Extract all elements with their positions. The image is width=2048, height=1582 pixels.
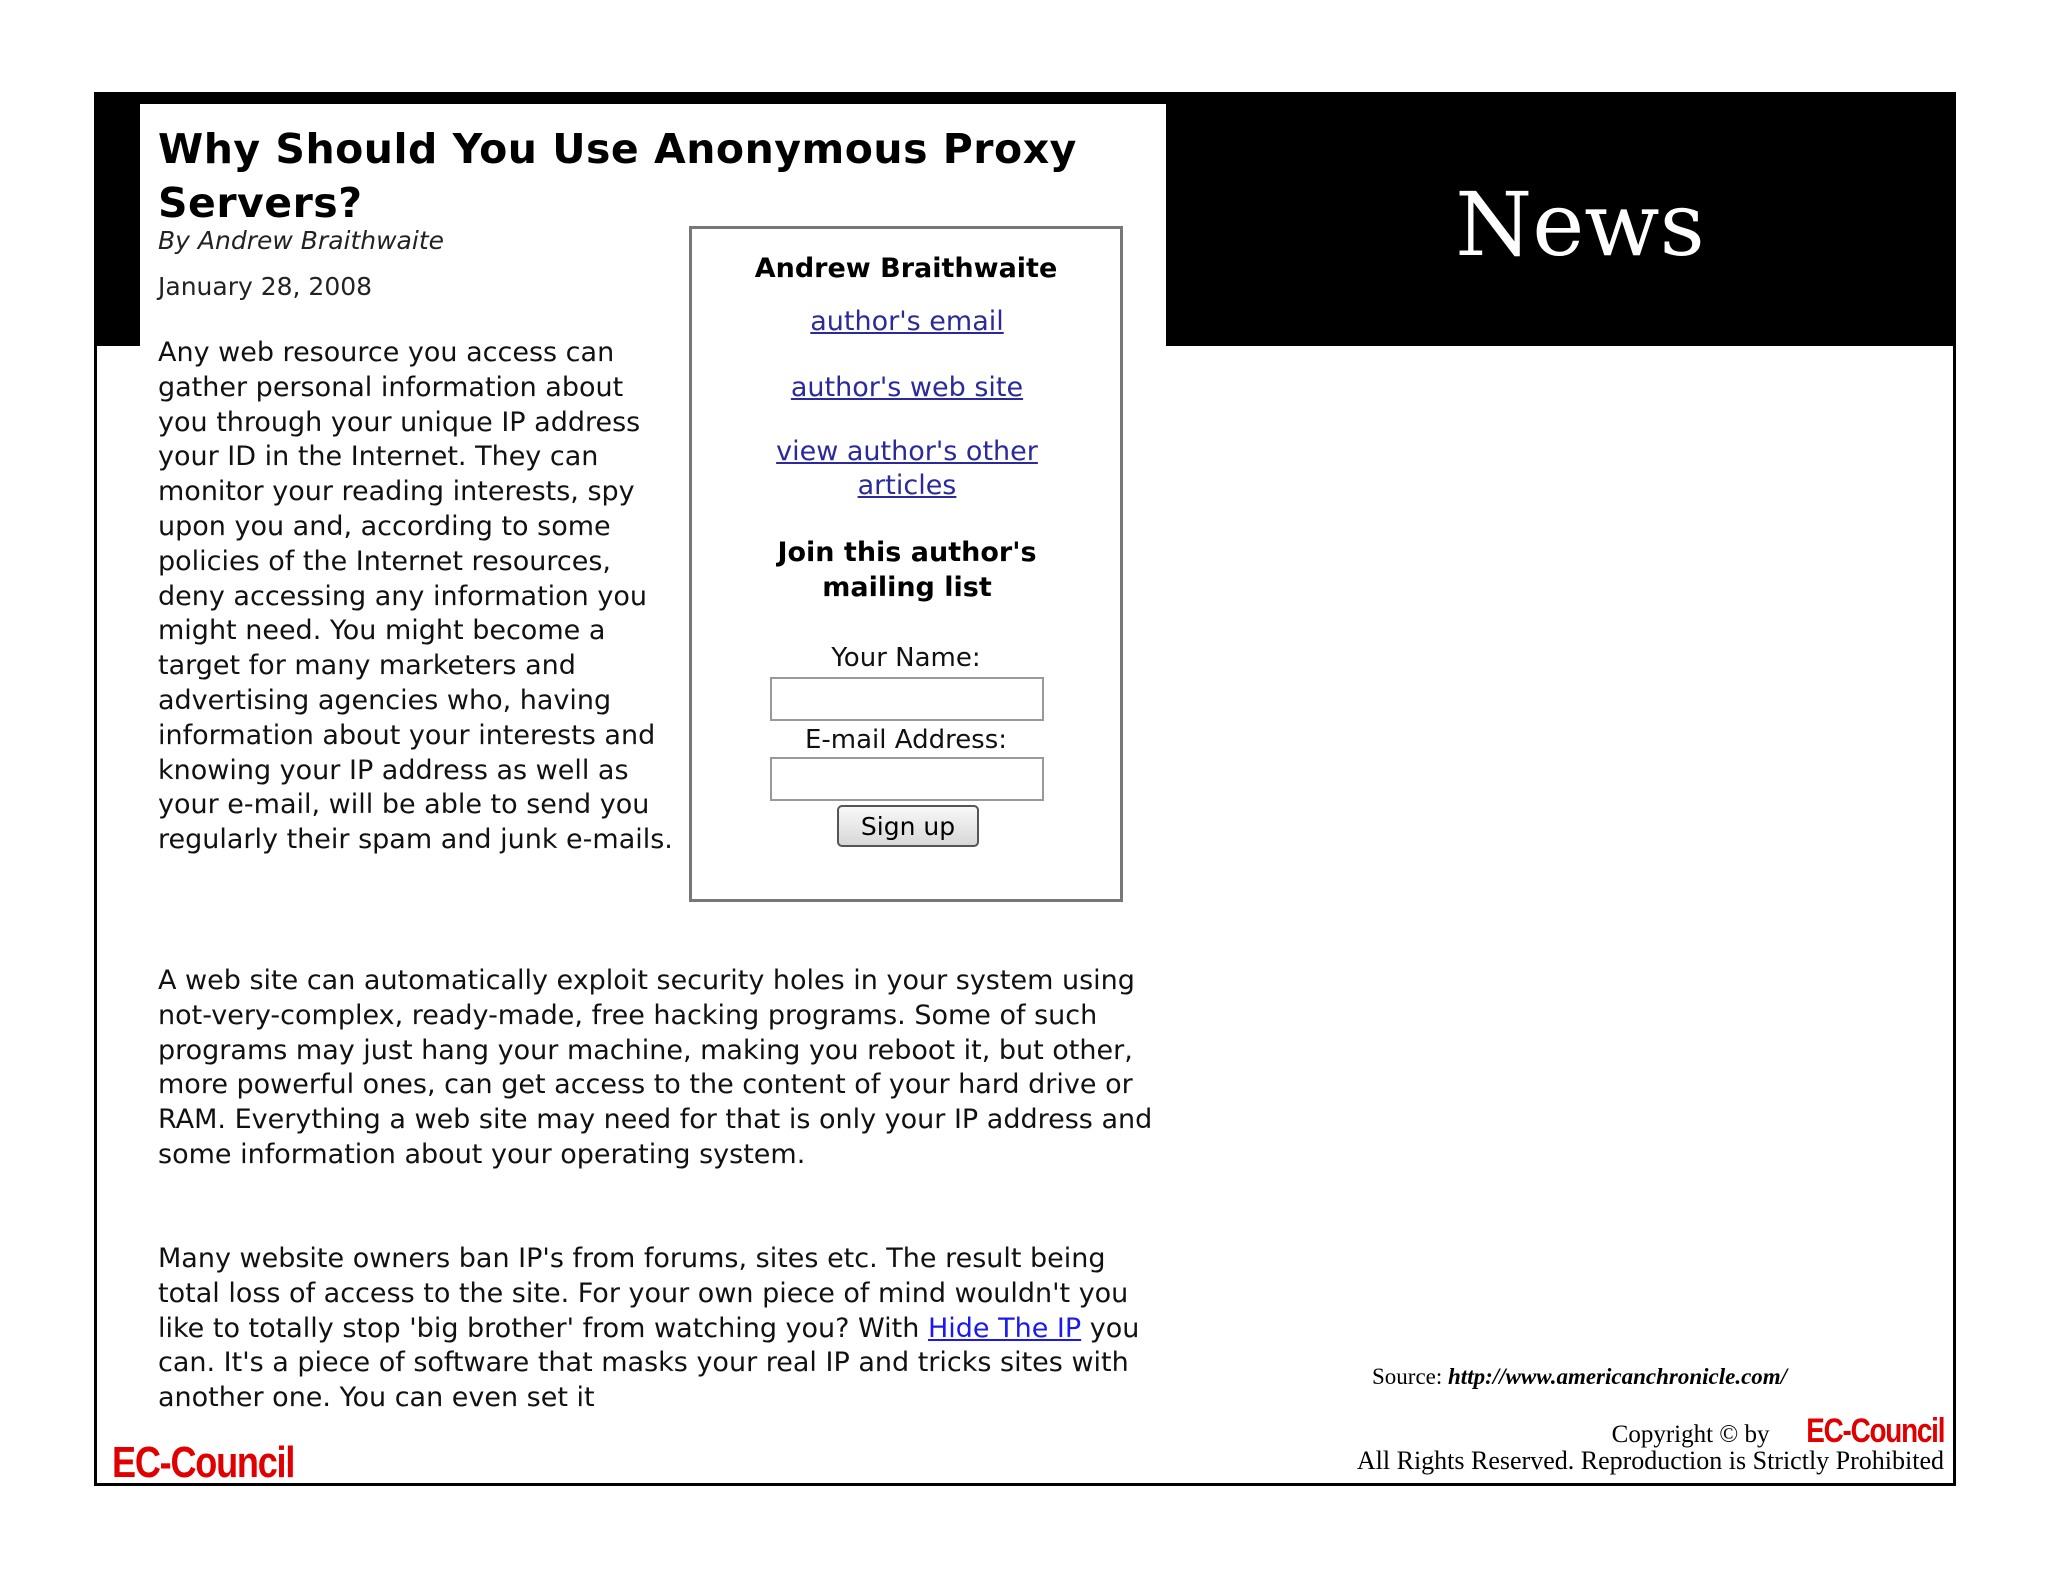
paragraph-text: Many website owners ban IP's from forums, sites etc. The result being total loss of access to the site. For your own piece of mind wouldn't you like to totally stop 'big brother' from watching you? With [158, 1243, 1129, 1344]
author-website-link[interactable]: author's web site [790, 372, 1024, 403]
name-input[interactable] [770, 677, 1044, 721]
source-label: Source: [1372, 1364, 1443, 1389]
author-other-articles-link[interactable]: view author's other articles [776, 436, 1038, 501]
article-paragraph: A web site can automatically exploit security holes in your system using not-very-complex, ready-made, free hacking programs. Some of such programs may just hang your machine, making you reboot it, but other, more powerful ones, can get access to the content of your hard drive or RAM. Everything a web site may need for that is only your IP address and some information about your operating system. [158, 965, 1153, 1170]
copyright-text: Copyright © by [1611, 1421, 1770, 1448]
article-byline: By Andrew Braithwaite [158, 226, 444, 255]
article-paragraph: Any web resource you access can gather personal information about you through your unique IP address your ID in the Internet. They can monitor your reading interests, spy upon you and, according to some policies of the Internet resources, deny accessing any information you might need. You might become a target for many marketers and advertising agencies who, having information about your interests and knowing your IP address as well as your e-mail, will be able to send you regularly their spam and junk e-mails. [158, 337, 673, 856]
hide-the-ip-link[interactable]: Hide The IP [927, 1312, 1082, 1344]
article-title: Why Should You Use Anonymous Proxy Servers? [158, 125, 1077, 227]
section-title: News [1455, 173, 1705, 276]
author-box [689, 226, 1123, 902]
ec-council-brand: EC-Council [1806, 1412, 1944, 1450]
article-screenshot [140, 104, 1166, 1426]
name-label: Your Name: [831, 643, 981, 673]
sign-up-button[interactable]: Sign up [837, 805, 979, 847]
article-date: January 28, 2008 [158, 272, 373, 301]
paragraph-text: you can. It's a piece of software that masks your real IP and tricks sites with another one. You can even set it [158, 1312, 1140, 1414]
email-input[interactable] [770, 757, 1044, 801]
author-name: Andrew Braithwaite [754, 253, 1058, 284]
article-paragraph [158, 1242, 1166, 1416]
source-line [1372, 1364, 1787, 1390]
author-email-link[interactable]: author's email [810, 306, 1004, 337]
email-label: E-mail Address: [804, 725, 1008, 755]
ec-council-logo: EC-Council [112, 1438, 295, 1487]
mailing-list-heading: Join this author's mailing list [777, 537, 1037, 603]
rights-notice: All Rights Reserved. Reproduction is Strictly Prohibited [1356, 1446, 1944, 1475]
source-url: http://www.americanchronicle.com/ [1448, 1364, 1788, 1389]
